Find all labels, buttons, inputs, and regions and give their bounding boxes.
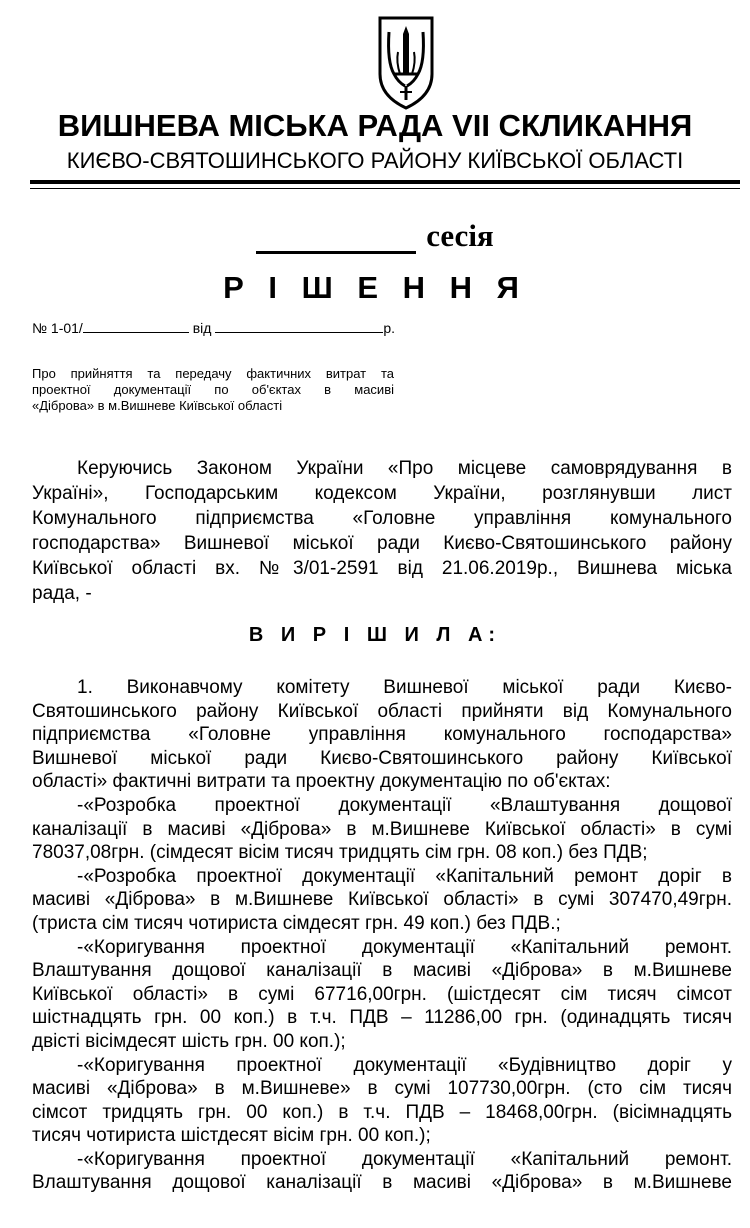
body-line: -«Коригування проектної документації «Капітальний ремонт. xyxy=(77,936,732,958)
body-line: -«Розробка проектної документації «Влаштування дощової xyxy=(77,794,732,816)
number-blank xyxy=(83,320,189,333)
header-divider-thick xyxy=(30,180,740,184)
body-line: (триста сім тисяч чотириста сімдесят грн. 49 коп.) без ПДВ.; xyxy=(32,912,561,934)
decision-body xyxy=(32,676,732,1195)
document-number-line xyxy=(32,320,395,336)
decision-subject xyxy=(32,366,394,414)
body-line: шістнадцять грн. 00 коп.) в т.ч. ПДВ – 11286,00 грн. (одинадцять тисяч xyxy=(32,1007,732,1029)
body-line: -«Коригування проектної документації «Капітальний ремонт. xyxy=(77,1148,732,1170)
body-line: Київської області» в сумі 67716,00грн. (шістдесят сім тисяч сімсот xyxy=(32,983,732,1005)
subject-line: Про прийняття та передачу фактичних витрат та xyxy=(32,366,394,381)
body-line: області» фактичні витрати та проектну документацію по об'єктах: xyxy=(32,771,611,793)
body-line: двісті вісімдесят шість грн. 00 коп.); xyxy=(32,1030,346,1052)
decision-title: Р І Ш Е Н Н Я xyxy=(223,270,527,305)
preamble-line: Комунального підприємства «Головне управління комунального xyxy=(32,508,732,529)
date-label: від xyxy=(192,320,212,336)
preamble-line: Київської області вх. №3/01-2591 від 21.06.2019р., Вишнева міська xyxy=(32,558,732,579)
date-blank xyxy=(215,320,383,333)
body-line: Влаштування дощової каналізації в масиві «Діброва» в м.Вишневе xyxy=(32,1172,732,1194)
body-line: Влаштування дощової каналізації в масиві «Діброва» в м.Вишневе xyxy=(32,960,732,982)
body-line: -«Коригування проектної документації «Будівництво доріг у xyxy=(77,1054,732,1076)
body-line: -«Розробка проектної документації «Капітальний ремонт доріг в xyxy=(77,865,732,887)
council-title: ВИШНЕВА МІСЬКА РАДА VII СКЛИКАННЯ xyxy=(57,108,693,143)
preamble-paragraph xyxy=(32,456,732,606)
body-line: масиві «Діброва» в м.Вишневе» в сумі 107730,00грн. (сто сім тисяч xyxy=(32,1078,732,1100)
body-line: сімсот тридцять грн. 00 коп.) в т.ч. ПДВ – 18468,00грн. (вісімнадцять xyxy=(32,1101,732,1123)
preamble-line: Україні», Господарським кодексом України, розглянувши лист xyxy=(32,483,732,504)
trident-coat-of-arms-icon xyxy=(376,12,436,112)
header-divider-thin xyxy=(30,188,740,189)
body-line: Вишневої міської ради Києво-Святошинського району Київської xyxy=(32,747,732,769)
subject-line: проектної документації по об'єктах в масиві xyxy=(32,382,394,397)
preamble-line: Керуючись Законом України «Про місцеве самоврядування в xyxy=(77,458,732,479)
resolved-heading: В И Р І Ш И Л А: xyxy=(248,624,502,646)
number-prefix: № 1-01/ xyxy=(32,320,83,336)
preamble-line: господарства» Вишневої міської ради Києво-Святошинського району xyxy=(32,533,732,554)
body-line: масиві «Діброва» в м.Вишневе Київської області» в сумі 307470,49грн. xyxy=(32,889,732,911)
body-line: тисяч чотириста шістдесят вісім грн. 00 коп.); xyxy=(32,1125,431,1147)
body-line: 1. Виконавчому комітету Вишневої міської ради Києво- xyxy=(77,677,732,698)
preamble-line: рада, - xyxy=(32,583,92,604)
session-number-blank xyxy=(256,221,416,254)
subject-line: «Діброва» в м.Вишневе Київської області xyxy=(32,398,283,413)
session-label: сесія xyxy=(426,218,494,253)
body-line: підприємства «Головне управління комунального господарства» xyxy=(32,724,732,746)
body-line: каналізації в масиві «Діброва» в м.Вишневе Київської області» в сумі xyxy=(32,818,732,840)
body-line: 78037,08грн. (сімдесят вісім тисяч тридцять сім грн. 08 коп.) без ПДВ; xyxy=(32,842,648,864)
council-subtitle: КИЄВО-СВЯТОШИНСЬКОГО РАЙОНУ КИЇВСЬКОЇ ОБЛАСТІ xyxy=(66,148,684,173)
date-suffix: р. xyxy=(383,320,396,336)
session-line xyxy=(0,218,750,254)
body-line: Святошинського району Київської області прийняти від Комунального xyxy=(32,700,732,722)
